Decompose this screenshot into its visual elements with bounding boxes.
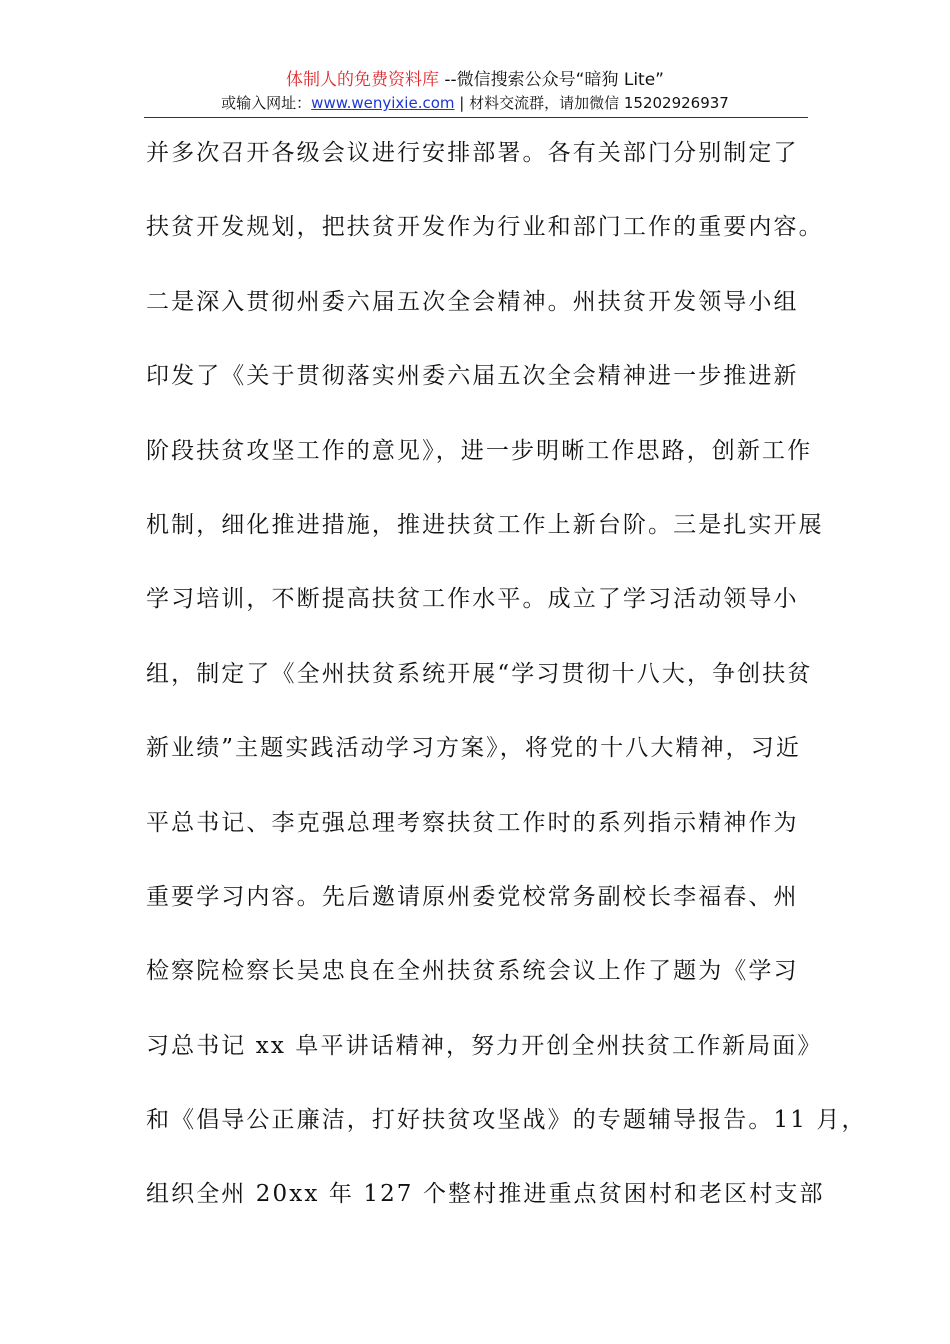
document-header: [0, 68, 950, 114]
text-line: 机制，细化推进措施，推进扶贫工作上新台阶。三是扎实开展: [146, 511, 824, 538]
text-line: 新业绩”主题实践活动学习方案》，将党的十八大精神，习近: [146, 735, 801, 762]
url-prefix: 或输入网址：: [221, 94, 312, 112]
text-line: 印发了《关于贯彻落实州委六届五次全会精神进一步推进新: [146, 363, 799, 390]
site-name: 体制人的免费资料库: [285, 70, 439, 90]
document-body: [146, 128, 867, 1244]
text-line: 组，制定了《全州扶贫系统开展“学习贯彻十八大，争创扶贫: [146, 660, 813, 687]
text-line: 阶段扶贫攻坚工作的意见》，进一步明晰工作思路，创新工作: [146, 437, 813, 464]
text-line: 习总书记 xx 阜平讲话精神，努力开创全州扶贫工作新局面》: [146, 1032, 823, 1059]
text-line: 二是深入贯彻州委六届五次全会精神。州扶贫开发领导小组: [146, 288, 799, 315]
text-line: 和《倡导公正廉洁，打好扶贫攻坚战》的专题辅导报告。11 月，: [146, 1107, 867, 1134]
text-line: 平总书记、李克强总理考察扶贫工作时的系列指示精神作为: [146, 809, 799, 836]
contact-info: | 材料交流群，请加微信 15202926937: [454, 94, 729, 112]
text-line: 组织全州 20xx 年 127 个整村推进重点贫困村和老区村支部: [146, 1181, 825, 1208]
wechat-slogan: --微信搜索公众号“暗狗 Lite”: [438, 70, 664, 90]
header-divider: [144, 117, 808, 118]
text-line: 扶贫开发规划，把扶贫开发作为行业和部门工作的重要内容。: [146, 214, 824, 241]
text-line: 并多次召开各级会议进行安排部署。各有关部门分别制定了: [146, 140, 799, 166]
header-contact-line: [0, 92, 950, 114]
website-link[interactable]: www.wenyixie.com: [311, 94, 455, 112]
text-line: 检察院检察长吴忠良在全州扶贫系统会议上作了题为《学习: [146, 958, 799, 985]
text-line: 重要学习内容。先后邀请原州委党校常务副校长李福春、州: [146, 883, 799, 910]
header-banner: [0, 68, 950, 92]
text-line: 学习培训，不断提高扶贫工作水平。成立了学习活动领导小: [146, 586, 799, 613]
